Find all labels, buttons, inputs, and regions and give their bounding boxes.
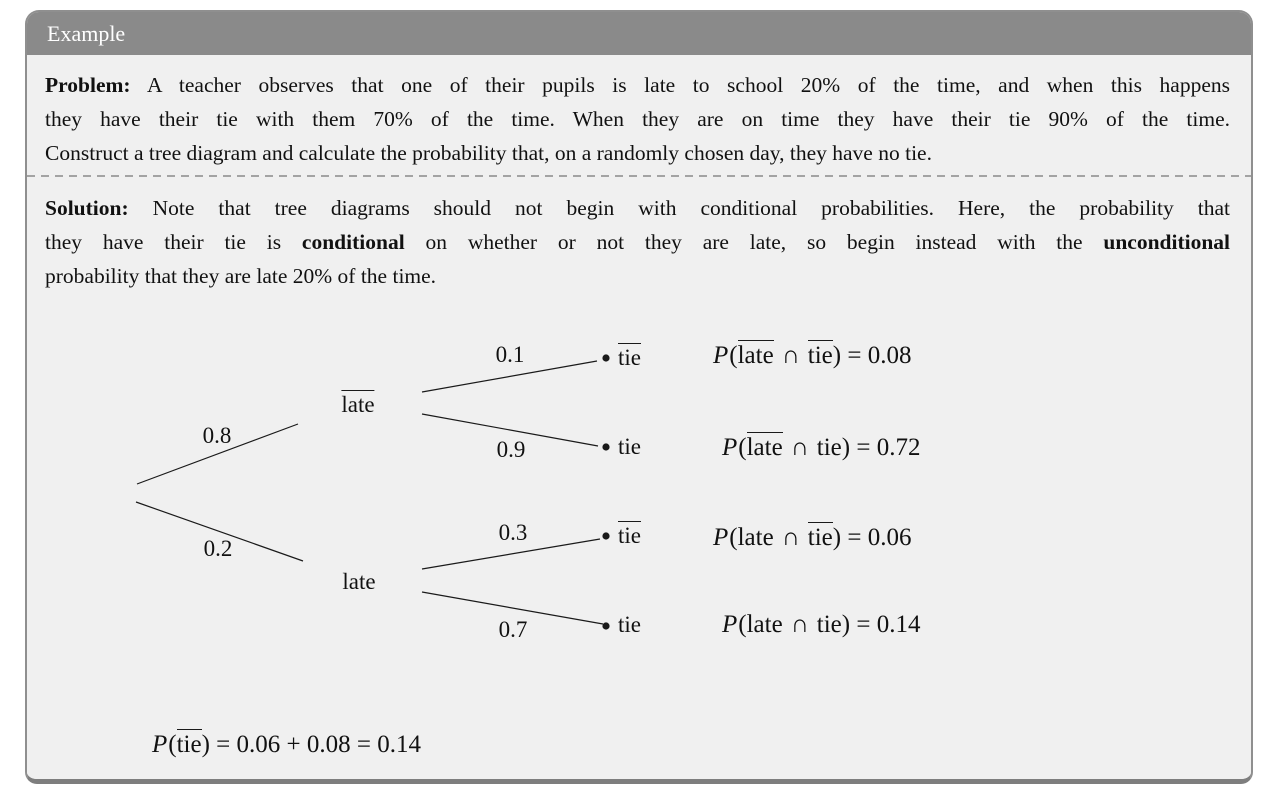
intersection-symbol: ∩ (790, 611, 809, 638)
equation-late-notie: P(late ∩ tie) = 0.06 (713, 524, 912, 551)
example-box (25, 10, 1253, 784)
problem-line-1: Problem: A teacher observes that one of their pupils is late to school 20% of the time, and when this happens (45, 73, 1230, 97)
example-box-title: Example (47, 20, 126, 46)
equation-notlate-tie: P(late ∩ tie) = 0.72 (722, 434, 921, 461)
node-late: late (342, 569, 376, 594)
solution-label: Solution: (45, 196, 129, 220)
equation-late-tie: P(late ∩ tie) = 0.14 (722, 611, 921, 638)
tree-diagram (27, 55, 1251, 779)
equation-notlate-notie: P(late ∩ tie) = 0.08 (713, 342, 912, 369)
leaf-bullet-2 (602, 443, 609, 450)
leaf-bullet-4 (602, 622, 609, 629)
intersection-symbol: ∩ (781, 524, 800, 551)
leaf-no-tie-2: tie (618, 523, 641, 548)
branch-prob-late: 0.2 (203, 536, 233, 561)
intersection-symbol: ∩ (781, 342, 800, 369)
tree-branches-svg (27, 55, 1251, 779)
bold-conditional: conditional (301, 230, 405, 254)
branch-prob-not-late: 0.8 (202, 423, 232, 448)
example-box-body (27, 55, 1251, 779)
solution-line-3: probability that they are late 20% of the time. (45, 264, 437, 288)
node-not-late: late (341, 392, 375, 417)
leaf-no-tie-1: tie (618, 345, 641, 370)
branch-prob-notlate-no-tie: 0.1 (495, 342, 525, 367)
leaf-bullet-1 (602, 354, 609, 361)
problem-line-3: Construct a tree diagram and calculate the probability that, on a randomly chosen day, they have no tie. (45, 141, 932, 165)
solution-line-1: Solution: Note that tree diagrams should not begin with conditional probabilities. Here, the probability that (45, 196, 1230, 220)
bold-unconditional: unconditional (1103, 230, 1231, 254)
leaf-tie-2: tie (618, 612, 641, 637)
branch-prob-notlate-tie: 0.9 (496, 437, 526, 462)
problem-line-2: they have their tie with them 70% of the time. When they are on time they have their tie 90% of the time. (45, 107, 1230, 131)
solution-line-2: they have their tie is conditional on whether or not they are late, so begin instead with the unconditional (45, 230, 1231, 254)
branch-prob-late-no-tie: 0.3 (498, 520, 528, 545)
leaf-tie-1: tie (618, 434, 641, 459)
final-equation: P(tie) = 0.06 + 0.08 = 0.14 (152, 731, 421, 758)
intersection-symbol: ∩ (790, 434, 809, 461)
problem-label: Problem: (45, 73, 131, 97)
branch-prob-late-tie: 0.7 (498, 617, 528, 642)
example-box-header (27, 12, 1251, 55)
leaf-bullet-3 (602, 532, 609, 539)
